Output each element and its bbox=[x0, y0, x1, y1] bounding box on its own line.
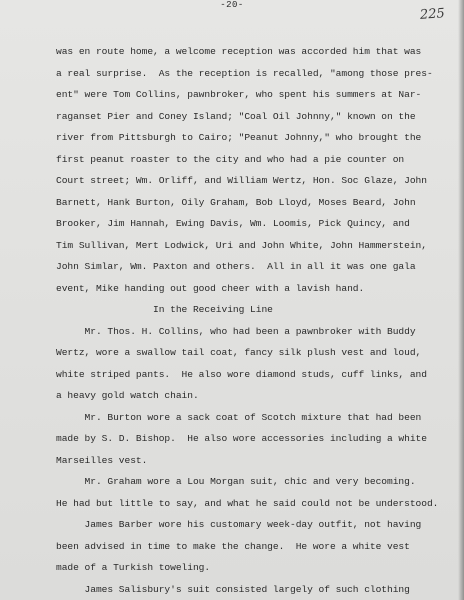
text-line: made of a Turkish toweling. bbox=[56, 562, 211, 573]
text-line: a real surprise. As the reception is recalled, "among those pres- bbox=[56, 67, 433, 79]
text-line: a heavy gold watch chain. bbox=[56, 390, 199, 401]
text-line: James Barber wore his customary week-day outfit, not having bbox=[56, 519, 422, 530]
text-line: Mr. Graham wore a Lou Morgan suit, chic and very becoming. bbox=[56, 476, 416, 487]
text-line: Mr. Thos. H. Collins, who had been a pawnbroker with Buddy bbox=[56, 325, 416, 337]
page-edge-shadow bbox=[458, 0, 464, 600]
text-line: event, Mike handing out good cheer with a lavish hand. bbox=[56, 282, 365, 294]
text-line: Mr. Burton wore a sack coat of Scotch mixture that had been bbox=[56, 411, 422, 423]
section-heading: In the Receiving Line bbox=[56, 304, 273, 315]
text-line: first peanut roaster to the city and who had a pie counter on bbox=[56, 153, 405, 165]
text-line: Tim Sullivan, Mert Lodwick, Uri and John White, John Hammerstein, bbox=[56, 239, 427, 251]
text-line: Wertz, wore a swallow tail coat, fancy silk plush vest and loud, bbox=[56, 347, 422, 358]
text-line: white striped pants. He also wore diamond studs, cuff links, and bbox=[56, 368, 427, 380]
text-line: Barnett, Hank Burton, Oily Graham, Bob Lloyd, Moses Beard, John bbox=[56, 196, 416, 208]
text-line: been advised in time to make the change. He wore a white vest bbox=[56, 540, 410, 552]
text-line: He had but little to say, and what he said could not be understood. bbox=[56, 497, 439, 509]
text-line: river from Pittsburgh to Cairo; "Peanut Johnny," who brought the bbox=[56, 132, 422, 143]
text-line: made by S. D. Bishop. He also wore accessories including a white bbox=[56, 433, 427, 444]
text-line: Brooker, Jim Hannah, Ewing Davis, Wm. Loomis, Pick Quincy, and bbox=[56, 218, 410, 229]
text-line: Marseilles vest. bbox=[56, 454, 148, 466]
text-line: Court street; Wm. Orliff, and William Wertz, Hon. Soc Glaze, John bbox=[56, 175, 427, 186]
body-text bbox=[56, 41, 456, 600]
page-number: -20- bbox=[220, 0, 244, 10]
text-line: raganset Pier and Coney Island; "Coal Oil Johnny," known on the bbox=[56, 110, 416, 122]
handwritten-page-number: 225 bbox=[419, 6, 446, 23]
text-line: was en route home, a welcome reception was accorded him that was bbox=[56, 46, 422, 57]
text-line: James Salisbury's suit consisted largely of such clothing bbox=[56, 583, 410, 595]
text-line: ent" were Tom Collins, pawnbroker, who spent his summers at Nar- bbox=[56, 89, 422, 100]
text-line: John Simlar, Wm. Paxton and others. All in all it was one gala bbox=[56, 261, 416, 272]
